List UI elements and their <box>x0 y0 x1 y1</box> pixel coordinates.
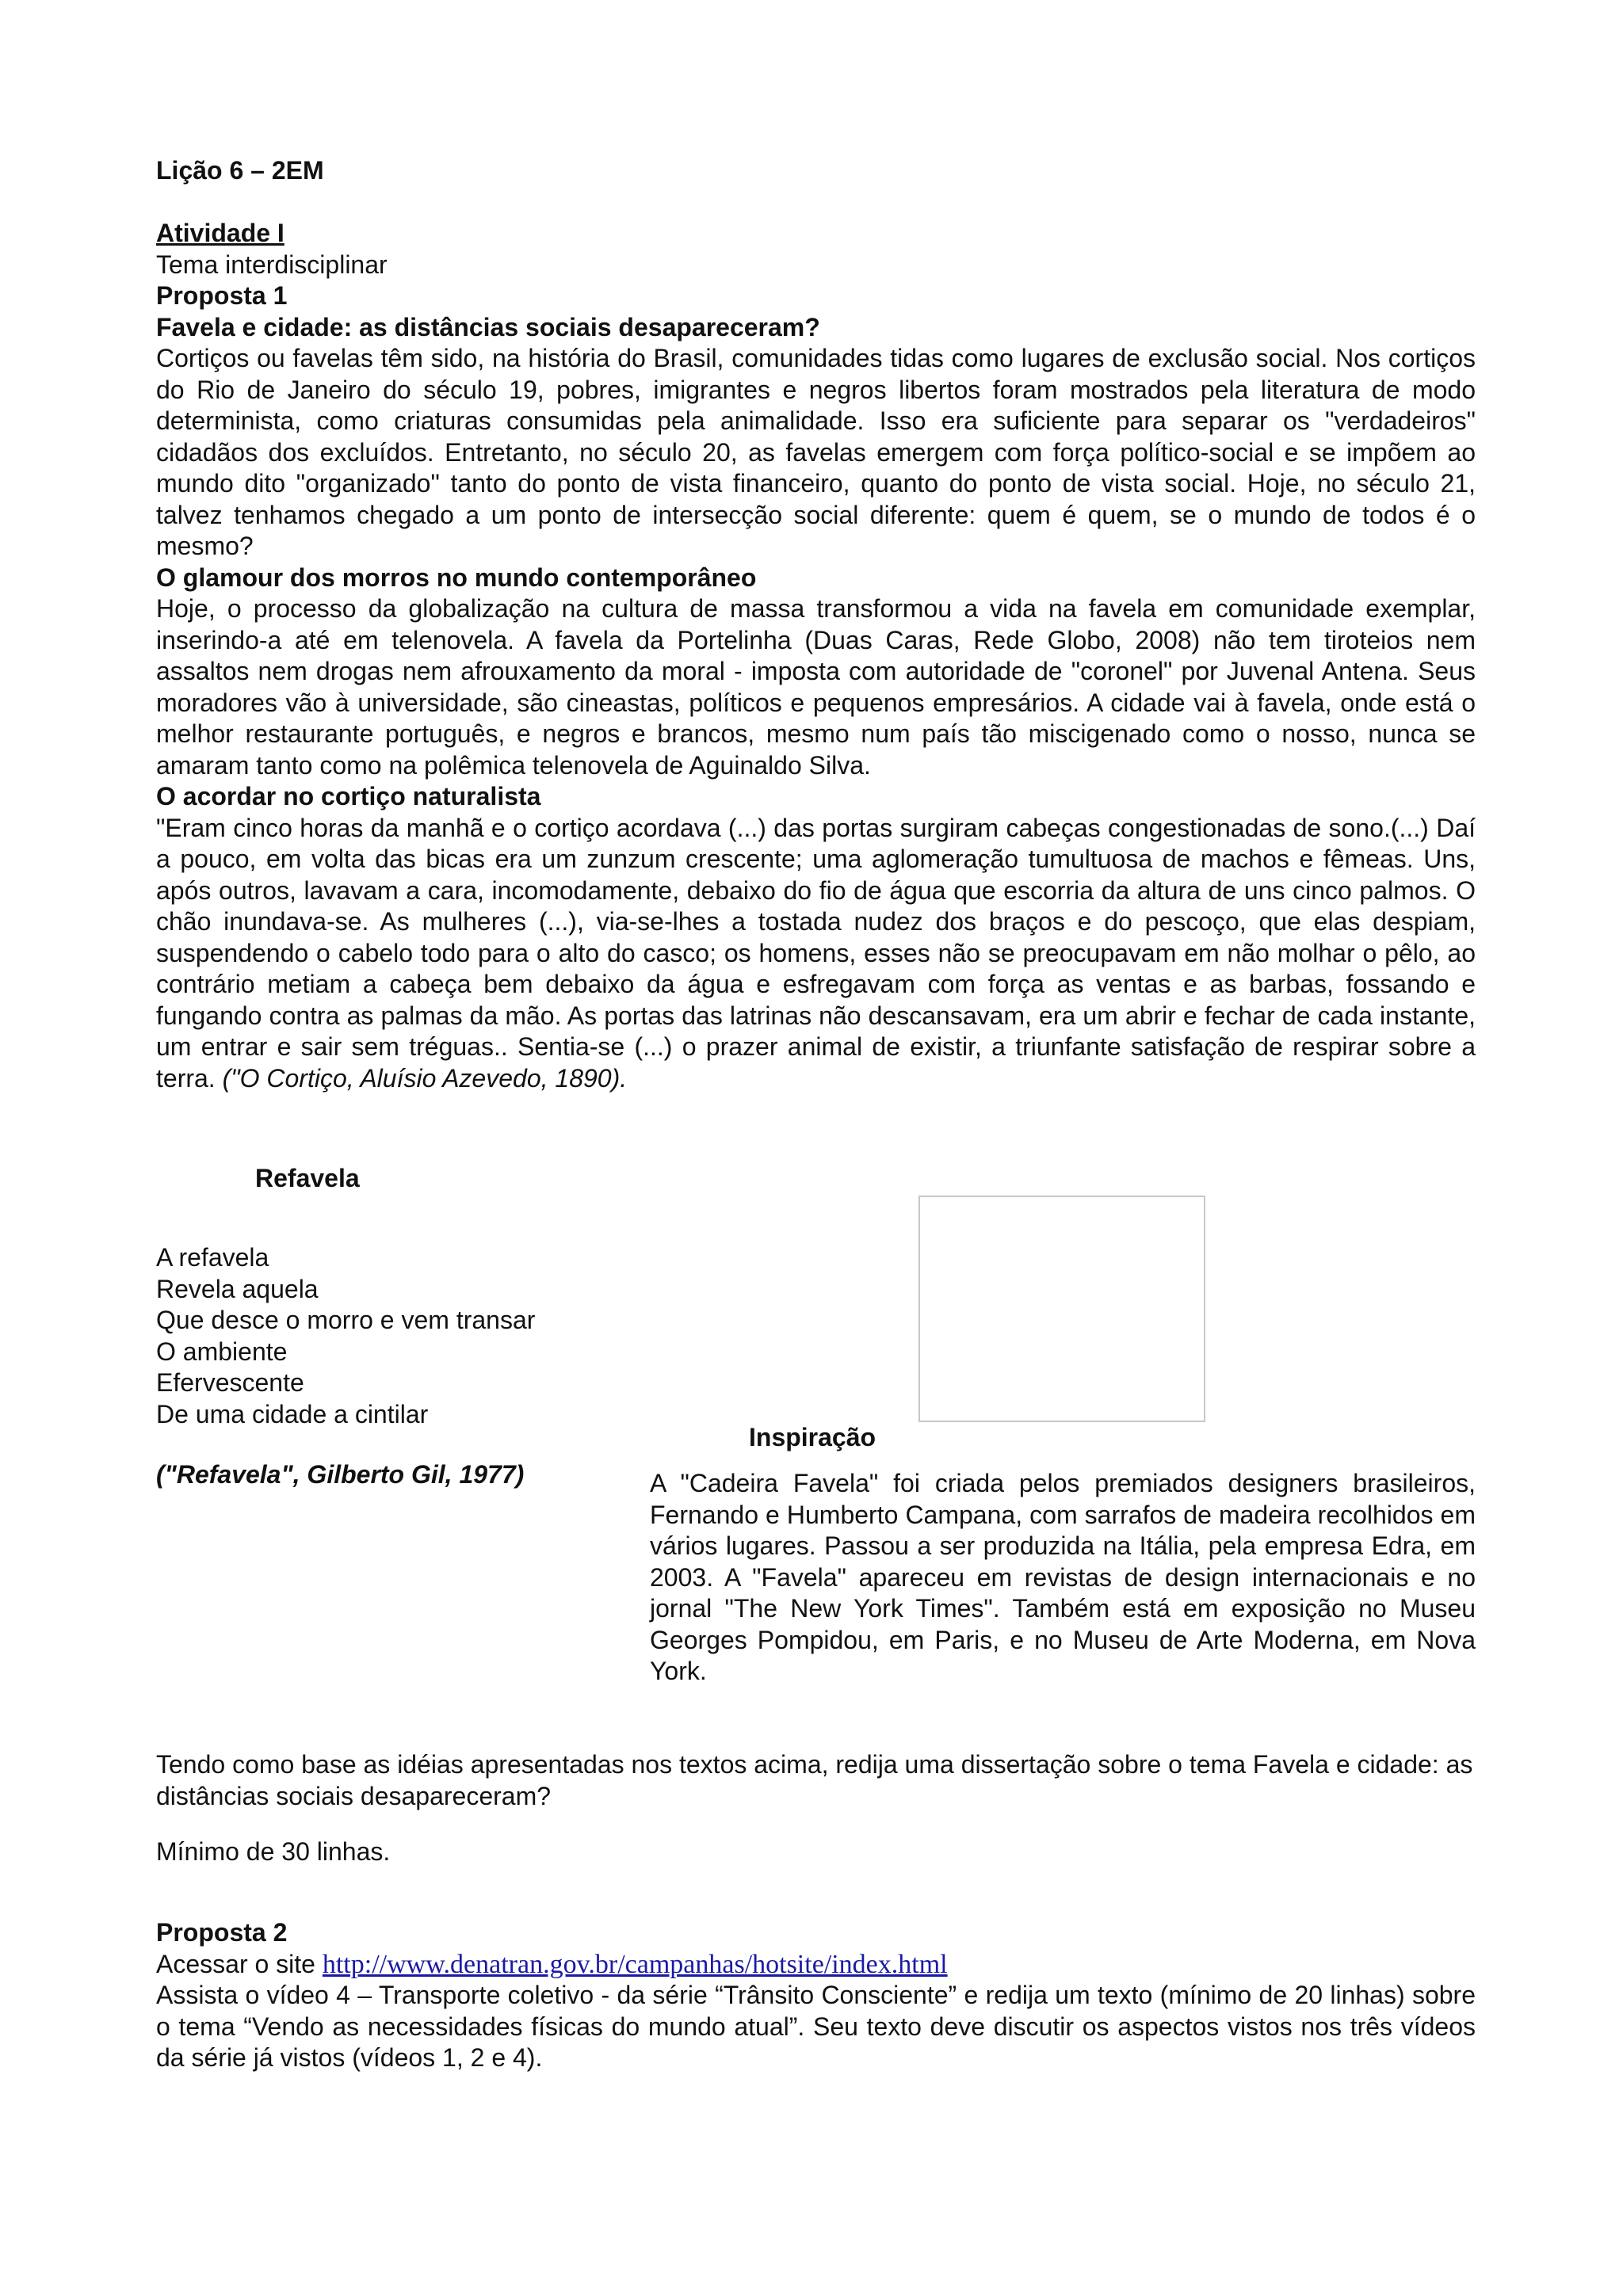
activity-heading: Atividade I <box>156 219 285 247</box>
poem-line: Revela aquela <box>156 1274 319 1303</box>
proposal-2-text: Assista o vídeo 4 – Transporte coletivo - da série “Trânsito Consciente” e redija um texto (mínimo de 20 linhas) sobre o tema “Vendo as necessidades físicas do mundo atual”. Seu texto deve discutir os aspectos vistos nos três vídeos da série já vistos (vídeos 1, 2 e 4). <box>156 1981 1476 2072</box>
proposal-1-block <box>156 218 1476 1094</box>
proposal-1-title: Favela e cidade: as distâncias sociais desapareceram? <box>156 312 820 341</box>
poem-title: Refavela <box>255 1164 360 1192</box>
cortico-quote: "Eram cinco horas da manhã e o cortiço acordava (...) das portas surgiram cabeças congestionadas de sono.(...) Daí a pouco, em volta das bicas era um zunzum crescente; uma aglomeração tumultuosa de machos e fêmeas. Uns, após outros, lavavam a cara, incomodamente, debaixo do fio de água que escorria da altura de uns cinco palmos. O chão inundava-se. As mulheres (...), via-se-lhes a tostada nudez dos braços e do pescoço, que elas despiam, suspendendo o cabelo todo para o alto do casco; os homens, esses não se preocupavam em não molhar o pêlo, ao contrário metiam a cabeça bem debaixo da água e esfregavam com força as ventas e as barbas, fossando e fungando contra as palmas da mão. As portas das latrinas não descansavam, era um abrir e fechar de cada instante, um entrar e sair sem tréguas.. Sentia-se (...) o prazer animal de existir, a triunfante satisfação de respirar sobre a terra. <box>156 813 1476 1093</box>
proposal-2-label: Proposta 2 <box>156 1918 288 1947</box>
cortico-citation: ("O Cortiço, Aluísio Azevedo, 1890). <box>222 1063 628 1093</box>
lesson-title: Lição 6 – 2EM <box>156 156 324 185</box>
proposal-1-intro: Cortiços ou favelas têm sido, na história do Brasil, comunidades tidas como lugares de exclusão social. Nos cortiços do Rio de Janeiro do século 19, pobres, imigrantes e negros libertos foram mostrados pela literatura de modo determinista, como criaturas consumidas pela animalidade. Isso era suficiente para separar os "verdadeiros" cidadãos dos excluídos. Entretanto, no século 20, as favelas emergem com força político-social e se impõem ao mundo dito "organizado" tanto do ponto de vista financeiro, quanto do ponto de vista social. Hoje, no século 21, talvez tenhamos chegado a um ponto de intersecção social diferente: quem é quem, se o mundo de todos é o mesmo? <box>156 344 1476 560</box>
access-prefix: Acessar o site <box>156 1949 323 1978</box>
section-cortico-title: O acordar no cortiço naturalista <box>156 782 541 810</box>
section-cortico-text <box>156 813 1476 1095</box>
proposal-1-label: Proposta 1 <box>156 281 288 310</box>
proposal-2-block <box>156 1917 1476 2074</box>
poem-line: De uma cidade a cintilar <box>156 1399 429 1428</box>
poem-citation: ("Refavela", Gilberto Gil, 1977) <box>156 1460 525 1489</box>
minimum-lines: Mínimo de 30 linhas. <box>156 1837 391 1866</box>
poem-line: Que desce o morro e vem transar <box>156 1306 536 1334</box>
poem-lines <box>156 1242 647 1430</box>
section-glamour-title: O glamour dos morros no mundo contemporâneo <box>156 563 757 592</box>
poem-line: A refavela <box>156 1243 269 1272</box>
proposal-1-task: Tendo como base as idéias apresentadas nos textos acima, redija uma dissertação sobre o tema Favela e cidade: as distâncias sociais desapareceram? <box>156 1750 1473 1810</box>
poem-line: O ambiente <box>156 1337 288 1366</box>
section-glamour-text: Hoje, o processo da globalização na cultura de massa transformou a vida na favela em comunidade exemplar, inserindo-a até em telenovela. A favela da Portelinha (Duas Caras, Rede Globo, 2008) não tem tiroteios nem assaltos nem drogas nem afrouxamento da moral - imposta com autoridade de "coronel" por Juvenal Antena. Seus moradores vão à universidade, são cineastas, políticos e pequenos empresários. A cidade vai à favela, onde está o melhor restaurante português, e negros e brancos, mesmo num país tão miscigenado como o nosso, nunca se amaram tanto como na polêmica telenovela de Aguinaldo Silva. <box>156 594 1476 780</box>
inspiration-title: Inspiração <box>749 1423 876 1451</box>
denatran-link[interactable]: http://www.denatran.gov.br/campanhas/hotsite/index.html <box>322 1949 948 1979</box>
inspiration-text: A "Cadeira Favela" foi criada pelos premiados designers brasileiros, Fernando e Humberto Campana, com sarrafos de madeira recolhidos em vários lugares. Passou a ser produzida na Itália, pela empresa Edra, em 2003. A "Favela" apareceu em revistas de design internacionais e no jornal "The New York Times". Também está em exposição no Museu Georges Pompidou, em Paris, e no Museu de Arte Moderna, em Nova York. <box>650 1469 1476 1685</box>
chair-image-placeholder <box>918 1196 1205 1422</box>
poem-line: Efervescente <box>156 1368 304 1397</box>
activity-subheading: Tema interdisciplinar <box>156 250 388 279</box>
proposal-2-access <box>156 1949 1476 1981</box>
